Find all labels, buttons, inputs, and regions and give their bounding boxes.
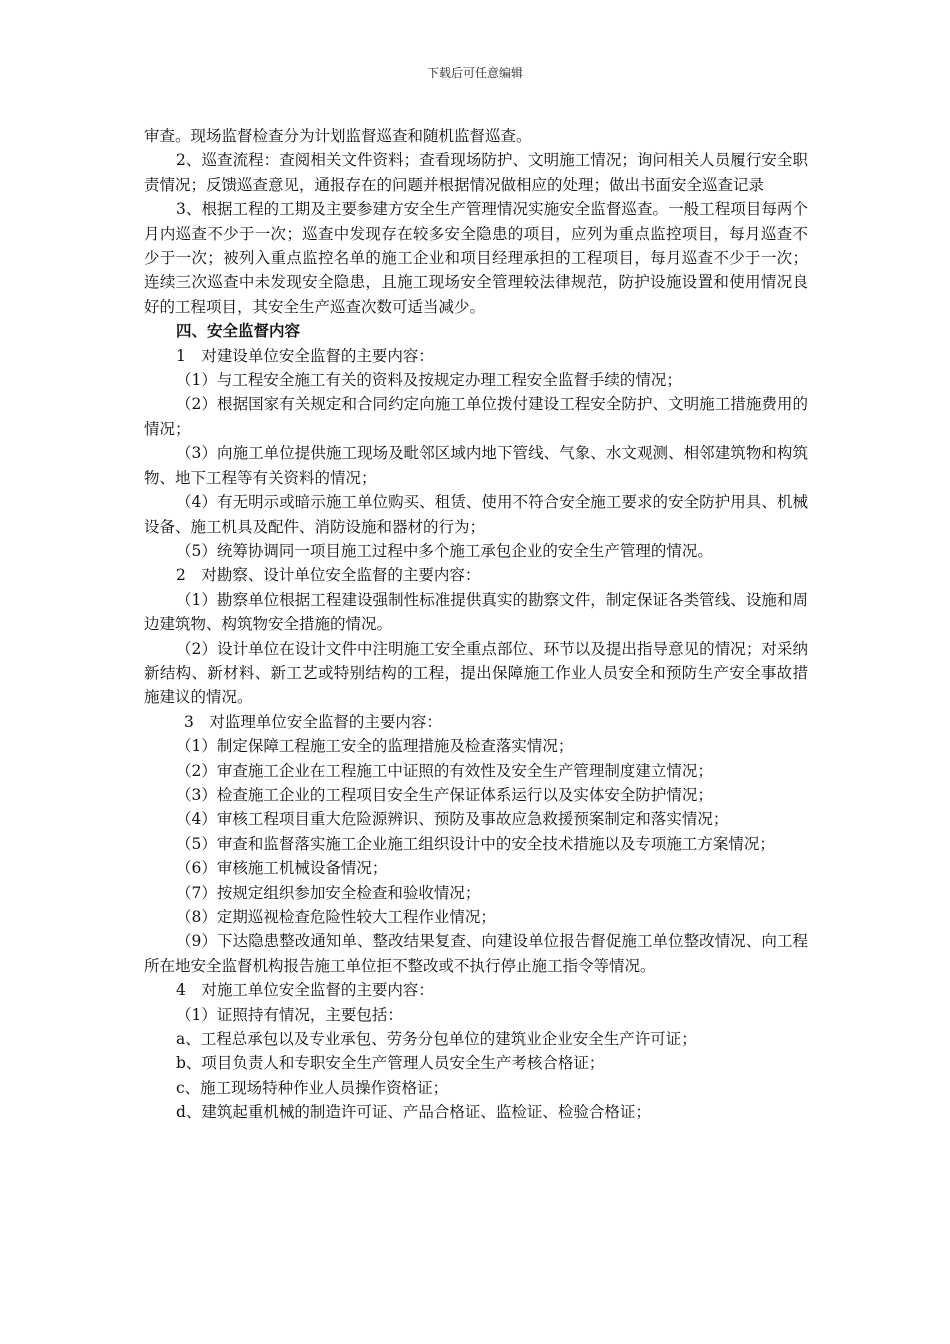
paragraph: 4 对施工单位安全监督的主要内容： [176,981,434,1000]
paragraph: （3）向施工单位提供施工现场及毗邻区域内地下管线、气象、水文观测、相邻建筑物和构筑物、地下工程等有关资料的情况； [144,444,808,487]
paragraph: （2）设计单位在设计文件中注明施工安全重点部位、环节以及提出指导意见的情况；对采纳新结构、新材料、新工艺或特别结构的工程，提出保障施工作业人员安全和预防生产安全事故措施建议的情况。 [144,639,808,707]
paragraph: （1）与工程安全施工有关的资料及按规定办理工程安全监督手续的情况； [176,371,682,390]
paragraph: 1 对建设单位安全监督的主要内容： [176,346,434,365]
paragraph: 审查。现场监督检查分为计划监督巡查和随机监督巡查。 [144,127,532,145]
paragraph: （5）审查和监督落实施工企业施工组织设计中的安全技术措施以及专项施工方案情况； [176,834,775,853]
section-heading: 四、安全监督内容 [176,321,301,341]
paragraph: （1）制定保障工程施工安全的监理措施及检查落实情况； [176,737,574,756]
paragraph: （5）统筹协调同一项目施工过程中多个施工承包企业的安全生产管理的情况。 [176,541,713,560]
paragraph: 2、巡查流程：查阅相关文件资料；查看现场防护、文明施工情况；询问相关人员履行安全职责情况；反馈巡查意见，通报存在的问题并根据情况做相应的处理；做出书面安全巡查记录 [144,151,808,194]
paragraph: （2）审查施工企业在工程施工中证照的有效性及安全生产管理制度建立情况； [176,761,713,780]
paragraph: b、项目负责人和专职安全生产管理人员安全生产考核合格证； [176,1054,605,1073]
paragraph: （9）下达隐患整改通知单、整改结果复查、向建设单位报告督促施工单位整改情况、向工程所在地安全监督机构报告施工单位拒不整改或不执行停止施工指令等情况。 [144,932,808,975]
paragraph: a、工程总承包以及专业承包、劳务分包单位的建筑业企业安全生产许可证； [176,1030,697,1049]
paragraph: （1）证照持有情况，主要包括： [176,1005,403,1024]
paragraph: （8）定期巡视检查危险性较大工程作业情况； [176,908,496,926]
paragraph: d、建筑起重机械的制造许可证、产品合格证、监检证、检验合格证； [176,1103,651,1122]
paragraph: （7）按规定组织参加安全检查和验收情况； [176,883,481,902]
paragraph: 3 对监理单位安全监督的主要内容： [184,712,442,731]
page-header: 下载后可任意编辑 [426,66,523,80]
paragraph: （6）审核施工机械设备情况； [176,859,388,878]
paragraph: c、施工现场特种作业人员操作资格证； [176,1078,449,1097]
paragraph: （1）勘察单位根据工程建设强制性标准提供真实的勘察文件，制定保证各类管线、设施和周边建筑物、构筑物安全措施的情况。 [144,590,808,634]
paragraph: （3）检查施工企业的工程项目安全生产保证体系运行以及实体安全防护情况； [176,785,713,804]
paragraph: （4）有无明示或暗示施工单位购买、租赁、使用不符合安全施工要求的安全防护用具、机械设备、施工机具及配件、消防设施和器材的行为； [144,493,808,536]
paragraph: （4）审核工程项目重大危险源辨识、预防及事故应急救援预案制定和落实情况； [176,810,729,829]
document-body [144,124,808,1125]
paragraph: 2 对勘察、设计单位安全监督的主要内容： [176,566,481,585]
paragraph: 3、根据工程的工期及主要参建方安全生产管理情况实施安全监督巡查。一般工程项目每两个月内巡查不少于一次；巡查中发现存在较多安全隐患的项目，应列为重点监控项目，每月巡查不少于一次；被列入重点监控名单的施工企业和项目经理承担的工程项目，每月巡查不少于一次；连续三次巡查中未发现安全隐患，且施工现场安全管理较法律规范，防护设施设置和使用情况良好的工程项目，其安全生产巡查次数可适当减少。 [144,200,808,316]
paragraph: （2）根据国家有关规定和合同约定向施工单位拨付建设工程安全防护、文明施工措施费用的情况； [144,395,808,438]
